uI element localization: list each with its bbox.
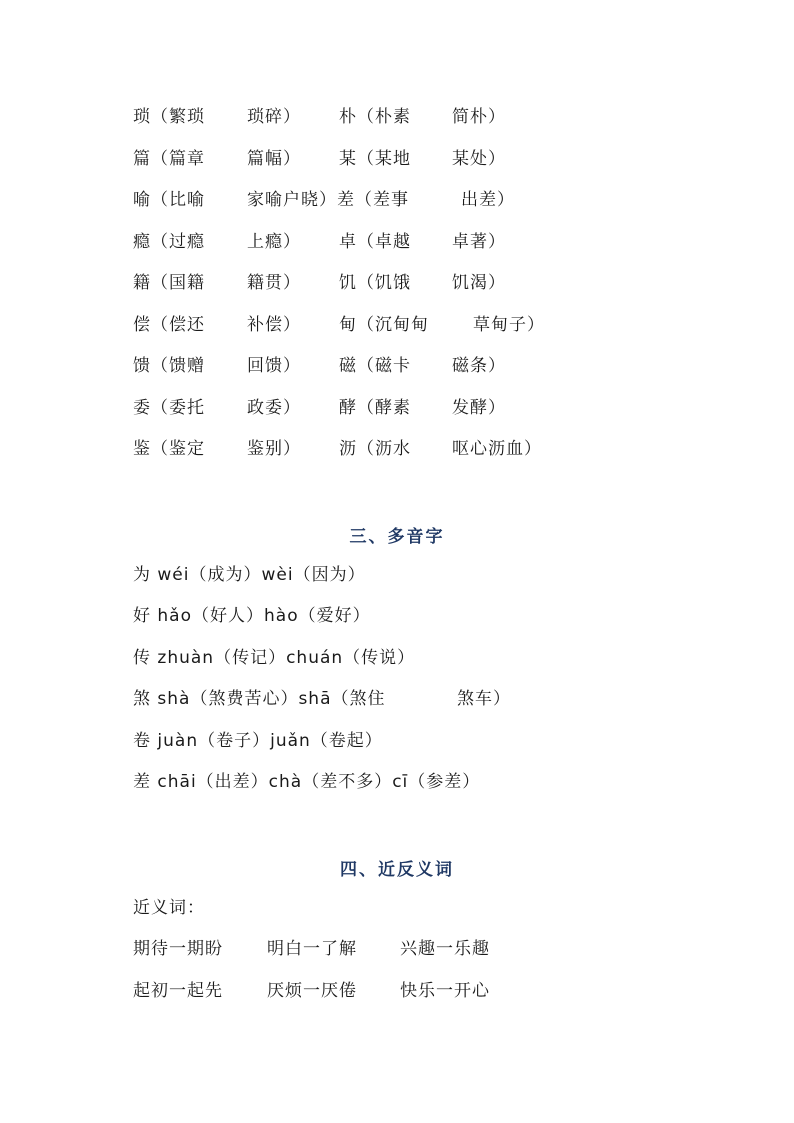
row-col-c: 某（某地	[339, 149, 411, 169]
row-col-c: 酵（酵素	[339, 398, 411, 418]
polyphone-line: 卷 juàn（卷子）juǎn（卷起）	[133, 731, 383, 751]
row-col-c: 甸（沉甸甸	[339, 315, 429, 335]
row-col-b: 回馈）	[247, 356, 301, 376]
row-col-d: 出差）	[461, 190, 515, 210]
row-col-d: 卓著）	[452, 232, 506, 252]
row-col-d: 发酵）	[452, 398, 506, 418]
row-col-b: 琐碎）	[247, 107, 301, 127]
row-col-b: 篇幅）	[247, 149, 301, 169]
polyphone-line-head: 煞 shà（煞费苦心）shā（煞住	[133, 689, 386, 709]
section-heading-polyphones: 三、多音字	[349, 527, 445, 547]
row-col-a: 瘾（过瘾	[133, 232, 205, 252]
row-col-c: 卓（卓越	[339, 232, 411, 252]
row-col-c: 磁（磁卡	[339, 356, 411, 376]
row-col-b: 籍贯）	[247, 273, 301, 293]
row-col-d: 简朴）	[452, 107, 506, 127]
row-col-d: 磁条）	[452, 356, 506, 376]
row-col-b: 家喻户晓）差（差事	[247, 190, 409, 210]
polyphone-line: 传 zhuàn（传记）chuán（传说）	[133, 648, 416, 668]
row-col-a: 籍（国籍	[133, 273, 205, 293]
row-col-b: 鉴别）	[247, 439, 301, 459]
row-col-a: 喻（比喻	[133, 190, 205, 210]
row-col-b: 政委）	[247, 398, 301, 418]
row-col-d: 某处）	[452, 149, 506, 169]
row-col-c: 朴（朴素	[339, 107, 411, 127]
polyphone-line: 为 wéi（成为）wèi（因为）	[133, 565, 366, 585]
synonym-pair: 兴趣一乐趣	[400, 939, 490, 959]
row-col-d: 饥渴）	[452, 273, 506, 293]
row-col-a: 委（委托	[133, 398, 205, 418]
synonyms-label: 近义词：	[133, 898, 205, 918]
row-col-a: 篇（篇章	[133, 149, 205, 169]
polyphone-line-tail: 煞车）	[457, 689, 511, 709]
synonym-pair: 期待一期盼	[133, 939, 223, 959]
row-col-a: 鉴（鉴定	[133, 439, 205, 459]
row-col-d: 草甸子）	[473, 315, 545, 335]
polyphone-line: 好 hǎo（好人）hào（爱好）	[133, 606, 371, 626]
synonym-pair: 厌烦一厌倦	[267, 981, 357, 1001]
synonym-row	[133, 980, 490, 1090]
row-col-b: 上瘾）	[247, 232, 301, 252]
section-heading-synonyms: 四、近反义词	[340, 860, 454, 880]
synonym-pair: 明白一了解	[267, 939, 357, 959]
synonym-pair: 快乐一开心	[400, 981, 490, 1001]
row-col-c: 沥（沥水	[339, 439, 411, 459]
synonym-pair: 起初一起先	[133, 981, 223, 1001]
polyphone-line: 差 chāi（出差）chà（差不多）cī（参差）	[133, 772, 481, 792]
row-col-b: 补偿）	[247, 315, 301, 335]
row-col-a: 馈（馈赠	[133, 356, 205, 376]
row-col-a: 偿（偿还	[133, 315, 205, 335]
row-col-d: 呕心沥血）	[452, 439, 542, 459]
row-col-c: 饥（饥饿	[339, 273, 411, 293]
row-col-a: 琐（繁琐	[133, 107, 205, 127]
